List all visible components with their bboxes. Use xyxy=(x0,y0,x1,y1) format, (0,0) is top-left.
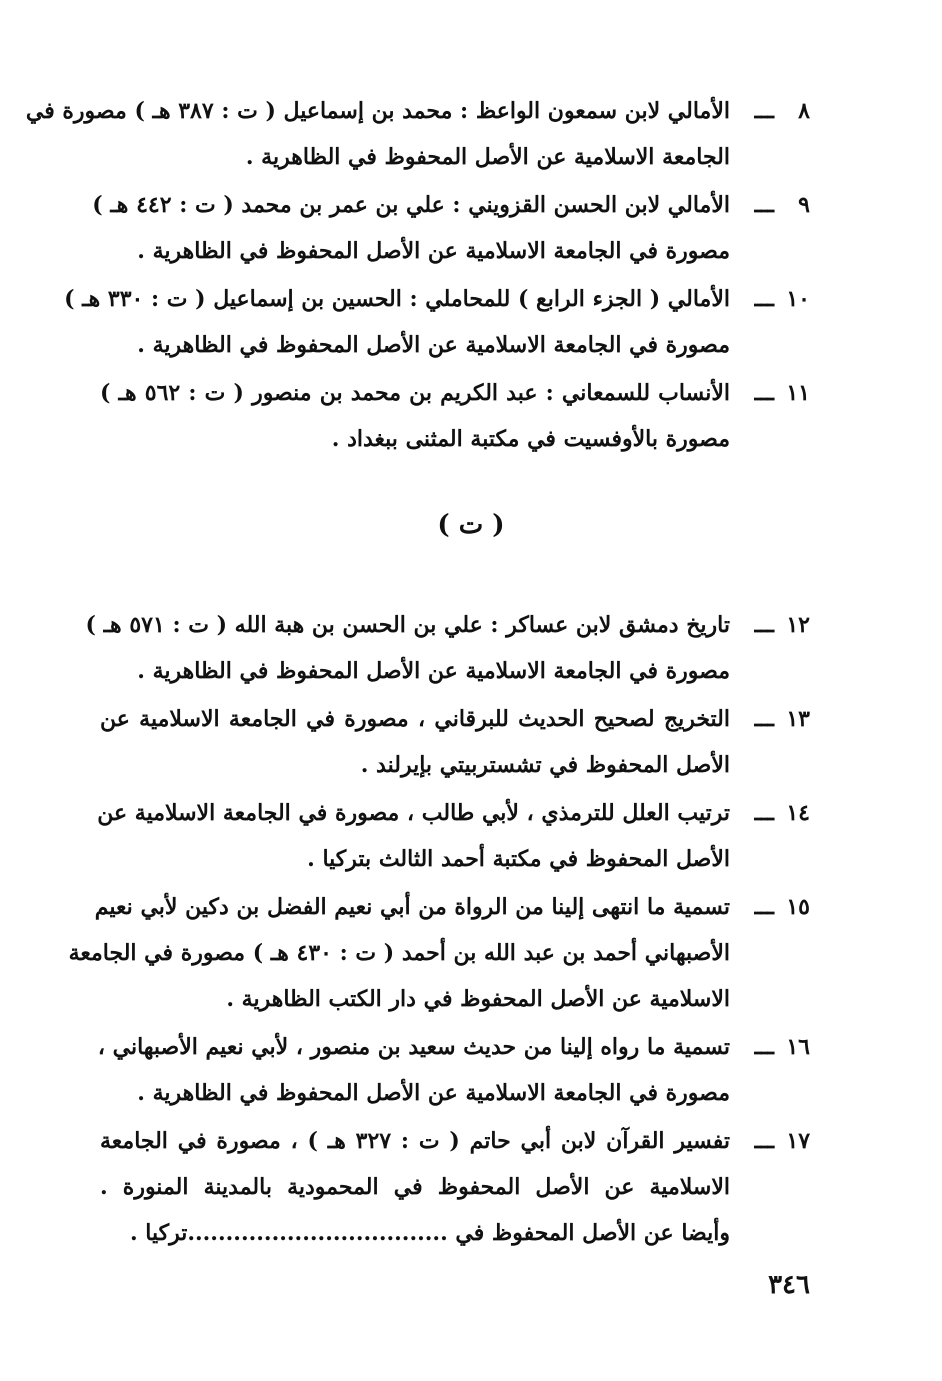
entry-dash: ـــ xyxy=(754,192,774,218)
entry-dash: ـــ xyxy=(754,380,774,406)
entry-dash: ـــ xyxy=(754,1128,775,1154)
entry-text: الأمالي ( الجزء الرابع ) للمحاملي : الحسين بن إسماعيل ( ت : ٣٣٠ هـ ) xyxy=(64,286,730,312)
entry-dash: ـــ xyxy=(754,612,774,638)
entry-number: ٨ xyxy=(798,98,810,124)
entry-number: ١٢ xyxy=(786,612,810,638)
bibliography-entry xyxy=(64,276,810,368)
entry-continuation-line xyxy=(100,836,810,882)
entry-dash: ـــ xyxy=(754,286,774,312)
entry-text: الأصل المحفوظ في مكتبة أحمد الثالث بتركيا . xyxy=(307,846,730,872)
bibliography-entry xyxy=(100,1118,810,1256)
entry-text: تسمية ما انتهى إلينا من الرواة من أبي نعيم الفضل بن دكين لأبي نعيم xyxy=(94,894,730,920)
section-heading: ( ت ) xyxy=(437,510,505,540)
entry-text: تسمية ما رواه إلينا من حديث سعيد بن منصور ، لأبي نعيم الأصبهاني ، xyxy=(97,1034,730,1060)
entry-first-line xyxy=(100,370,810,416)
entry-continuation-line xyxy=(100,228,810,274)
bibliography-entry xyxy=(100,370,810,462)
page-number: ٣٤٦ xyxy=(768,1270,810,1300)
entry-text: تفسير القرآن لابن أبي حاتم ( ت : ٣٢٧ هـ ) ، مصورة في الجامعة xyxy=(100,1128,731,1154)
entry-continuation-line xyxy=(100,1070,810,1116)
entry-number: ١٥ xyxy=(786,894,810,920)
entry-continuation-line xyxy=(100,134,810,180)
entry-dash: ـــ xyxy=(754,894,774,920)
entry-text: تاريخ دمشق لابن عساكر : علي بن الحسن بن هبة الله ( ت : ٥٧١ هـ ) xyxy=(85,612,730,638)
entry-number: ١٣ xyxy=(786,706,810,732)
entry-number: ١٤ xyxy=(786,800,810,826)
entry-first-line xyxy=(92,182,810,228)
entry-dash: ـــ xyxy=(754,800,774,826)
entry-text: مصورة في الجامعة الاسلامية عن الأصل المحفوظ في الظاهرية . xyxy=(137,238,730,264)
entry-first-line xyxy=(85,602,810,648)
bibliography-entry xyxy=(85,602,810,694)
entry-continuation-line xyxy=(100,1210,810,1256)
bibliography-entry xyxy=(68,884,810,1022)
entry-first-line xyxy=(97,790,810,836)
entry-number: ١٧ xyxy=(786,1128,811,1154)
entry-continuation-line xyxy=(100,648,810,694)
entry-first-line xyxy=(100,696,810,742)
bibliography-entry xyxy=(100,696,810,788)
entry-continuation-line xyxy=(68,930,810,976)
entry-text: الاسلامية عن الأصل المحفوظ في دار الكتب الظاهرية . xyxy=(226,986,730,1012)
entry-number: ١٦ xyxy=(786,1034,810,1060)
entry-dash: ـــ xyxy=(754,1034,774,1060)
entry-first-line xyxy=(100,1118,810,1164)
entry-first-line xyxy=(64,276,810,322)
bibliography-entry xyxy=(97,1024,810,1116)
entry-continuation-line xyxy=(100,322,810,368)
entry-dash: ـــ xyxy=(754,706,774,732)
entry-text: مصورة في الجامعة الاسلامية عن الأصل المحفوظ في الظاهرية . xyxy=(137,332,730,358)
entry-text: الأصل المحفوظ في تشستربيتي بإيرلند . xyxy=(360,752,730,778)
entry-text: ترتيب العلل للترمذي ، لأبي طالب ، مصورة في الجامعة الاسلامية عن xyxy=(97,800,730,826)
entry-first-line xyxy=(25,88,810,134)
entry-continuation-line xyxy=(100,742,810,788)
entry-number: ٩ xyxy=(798,192,810,218)
entry-continuation-line xyxy=(100,416,810,462)
bibliography-entry xyxy=(25,88,810,180)
entry-text: الأنساب للسمعاني : عبد الكريم بن محمد بن منصور ( ت : ٥٦٢ هـ ) xyxy=(100,380,730,406)
entry-number: ١٠ xyxy=(786,286,810,312)
entry-text: مصورة في الجامعة الاسلامية عن الأصل المحفوظ في الظاهرية . xyxy=(137,1080,730,1106)
entry-dash: ـــ xyxy=(754,98,774,124)
bibliography-entry xyxy=(92,182,810,274)
entry-text: مصورة في الجامعة الاسلامية عن الأصل المحفوظ في الظاهرية . xyxy=(137,658,730,684)
entry-text: الأمالي لابن الحسن القزويني : علي بن عمر بن محمد ( ت : ٤٤٢ هـ ) xyxy=(92,192,730,218)
entry-text: وأيضا عن الأصل المحفوظ في ..................................تركيا . xyxy=(129,1220,730,1246)
entry-text: التخريج لصحيح الحديث للبرقاني ، مصورة في الجامعة الاسلامية عن xyxy=(100,706,730,732)
entry-continuation-line xyxy=(100,1164,810,1210)
entry-text: مصورة بالأوفسيت في مكتبة المثنى ببغداد . xyxy=(331,426,730,452)
bibliography-entry xyxy=(97,790,810,882)
entry-continuation-line xyxy=(100,976,810,1022)
entry-text: الأمالي لابن سمعون الواعظ : محمد بن إسماعيل ( ت : ٣٨٧ هـ ) مصورة في xyxy=(25,98,730,124)
entry-text: الأصبهاني أحمد بن عبد الله بن أحمد ( ت : ٤٣٠ هـ ) مصورة في الجامعة xyxy=(68,940,730,966)
entry-first-line xyxy=(94,884,810,930)
entry-number: ١١ xyxy=(786,380,810,406)
entry-first-line xyxy=(97,1024,810,1070)
entry-text: الجامعة الاسلامية عن الأصل المحفوظ في الظاهرية . xyxy=(245,144,730,170)
entry-text: الاسلامية عن الأصل المحفوظ في المحمودية بالمدينة المنورة . xyxy=(100,1174,730,1200)
